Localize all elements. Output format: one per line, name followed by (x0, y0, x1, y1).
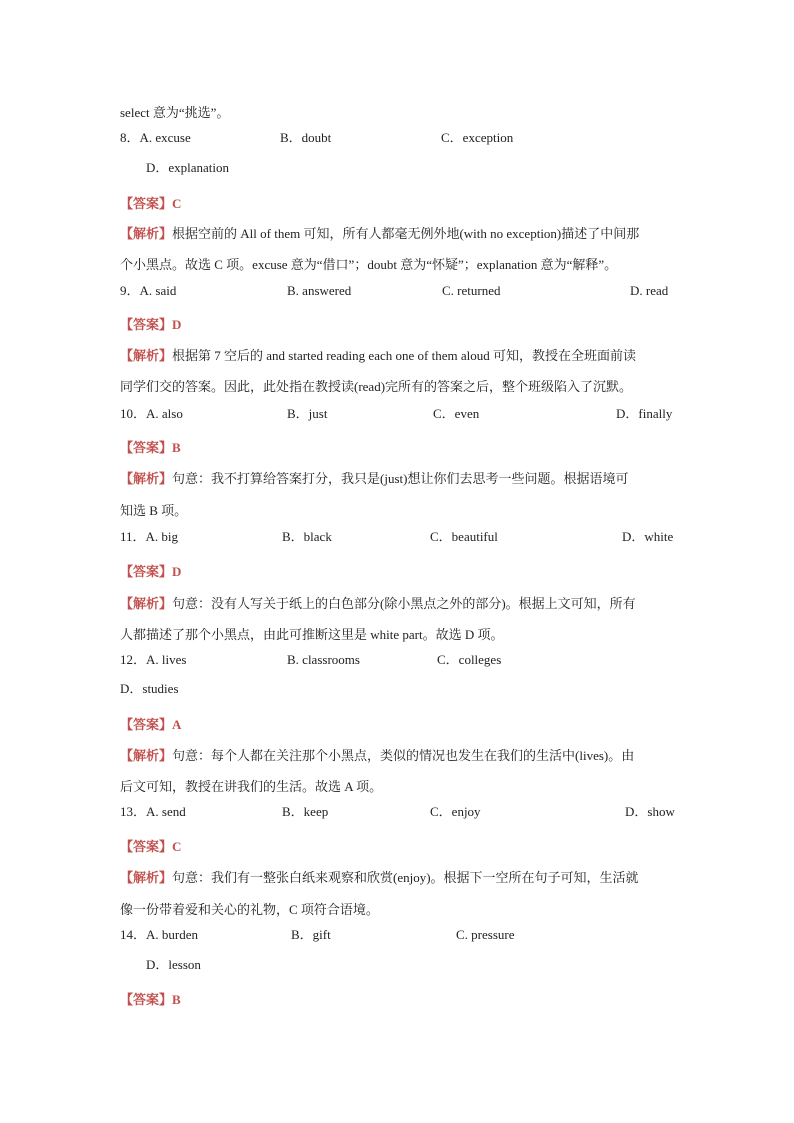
option-d: D．white (622, 529, 674, 544)
analysis-line (120, 595, 636, 613)
analysis-line: 知选 B 项。 (120, 503, 188, 518)
option-a: 8．A. excuse (120, 130, 191, 145)
option-d: D．studies (120, 681, 179, 696)
analysis-text: 句意：我们有一整张白纸来观察和欣赏(enjoy)。根据下一空所在句子可知，生活就 (172, 870, 639, 885)
analysis-text: 句意：我不打算给答案打分，我只是(just)想让你们去思考一些问题。根据语境可 (172, 471, 629, 486)
option-a: 14．A. burden (120, 927, 198, 942)
answer-label: 【答案】D (120, 564, 182, 579)
option-a: 10．A. also (120, 406, 183, 421)
option-b: B．gift (291, 927, 331, 942)
option-b: B．doubt (280, 130, 332, 145)
analysis-text: 句意：没有人写关于纸上的白色部分(除小黑点之外的部分)。根据上文可知，所有 (172, 596, 636, 611)
question-14-options (120, 926, 680, 944)
option-a: 9．A. said (120, 283, 177, 298)
option-b: B．just (287, 406, 328, 421)
analysis-line: 个小黑点。故选 C 项。excuse 意为“借口”；doubt 意为“怀疑”；explanation 意为“解释”。 (120, 257, 618, 272)
option-c: C．even (433, 406, 480, 421)
analysis-label: 【解析】 (120, 596, 173, 611)
question-9-options (120, 282, 680, 300)
option-d: D．lesson (146, 957, 201, 972)
option-d: D．show (625, 804, 675, 819)
analysis-line: 后文可知，教授在讲我们的生活。故选 A 项。 (120, 779, 383, 794)
option-c: C. returned (442, 283, 501, 298)
analysis-label: 【解析】 (120, 748, 173, 763)
option-c: C．beautiful (430, 529, 498, 544)
answer-label: 【答案】A (120, 717, 182, 732)
option-b: B. classrooms (287, 652, 360, 667)
option-a: 11．A. big (120, 529, 179, 544)
option-b: B. answered (287, 283, 352, 298)
option-d: D．explanation (146, 160, 230, 175)
analysis-label: 【解析】 (120, 226, 173, 241)
analysis-line: 同学们交的答案。因此，此处指在教授读(read)完所有的答案之后，整个班级陷入了沉默。 (120, 379, 633, 394)
analysis-text: 句意：每个人都在关注那个小黑点，类似的情况也发生在我们的生活中(lives)。由 (172, 748, 635, 763)
analysis-line (120, 470, 628, 488)
analysis-text: 根据第 7 空后的 and started reading each one of them aloud 可知，教授在全班面前读 (172, 348, 636, 363)
option-c: C. pressure (456, 927, 515, 942)
analysis-line: 人都描述了那个小黑点，由此可推断这里是 white part。故选 D 项。 (120, 627, 504, 642)
question-8-options (120, 129, 680, 147)
question-10-options (120, 405, 680, 423)
lead-text: select 意为“挑选”。 (120, 105, 230, 120)
analysis-line (120, 347, 636, 365)
option-c: C．enjoy (430, 804, 481, 819)
analysis-line (120, 747, 634, 765)
option-b: B．black (282, 529, 332, 544)
answer-label: 【答案】D (120, 317, 182, 332)
answer-label: 【答案】C (120, 196, 182, 211)
question-11-options (120, 528, 680, 546)
option-d: D. read (630, 283, 669, 298)
option-b: B．keep (282, 804, 329, 819)
answer-label: 【答案】B (120, 440, 181, 455)
analysis-line (120, 225, 639, 243)
question-12-options (120, 651, 680, 669)
option-a: 13．A. send (120, 804, 186, 819)
analysis-line (120, 869, 639, 887)
answer-label: 【答案】B (120, 992, 181, 1007)
analysis-label: 【解析】 (120, 870, 173, 885)
option-c: C．colleges (437, 652, 502, 667)
analysis-line: 像一份带着爱和关心的礼物，C 项符合语境。 (120, 902, 379, 917)
option-d: D．finally (616, 406, 673, 421)
analysis-text: 根据空前的 All of them 可知，所有人都毫无例外地(with no exception)描述了中间那 (172, 226, 640, 241)
answer-label: 【答案】C (120, 839, 182, 854)
question-13-options (120, 803, 680, 821)
option-a: 12．A. lives (120, 652, 187, 667)
analysis-label: 【解析】 (120, 471, 173, 486)
analysis-label: 【解析】 (120, 348, 173, 363)
option-c: C．exception (441, 130, 514, 145)
